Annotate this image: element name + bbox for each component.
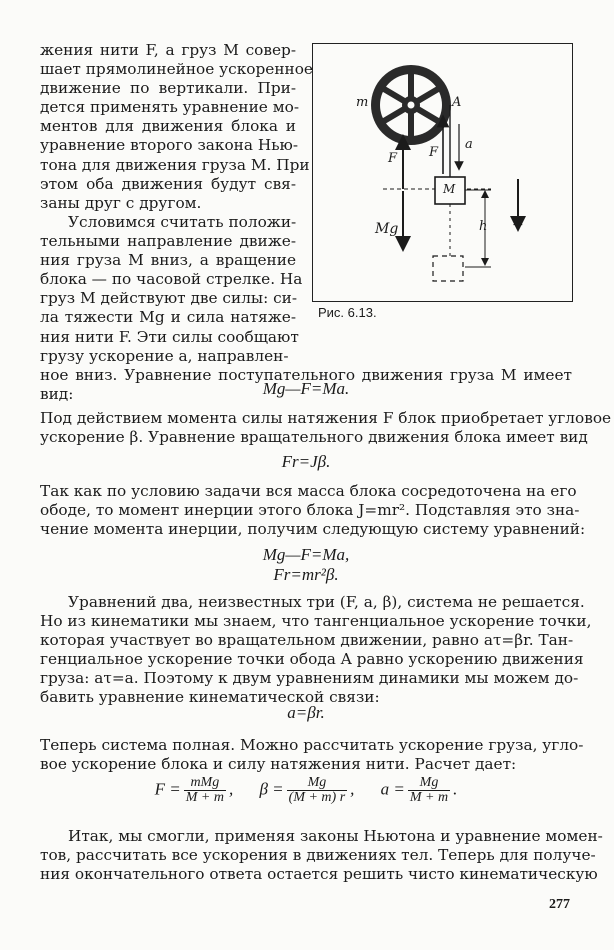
text-line: тона для движения груза M. При [40,155,310,174]
label-m: m [356,95,369,110]
label-A: A [452,95,462,110]
text-line: грузу ускорение a, направлен- [40,346,289,365]
text-line: ния нити F. Эти силы сообщают [40,327,299,346]
formula-acceleration [381,776,458,805]
paragraph-4 [40,482,586,539]
text-line: уравнение второго закона Нью- [40,136,299,155]
text-line: груз M действуют две силы: си- [40,289,298,308]
text-line: Теперь система полная. Можно рассчитать ускорение груза, угло- [40,736,584,754]
equation-system [40,545,572,585]
text-line: заны друг с другом. [40,193,202,212]
label-a: a [465,137,473,152]
formula-tension-sep: , [228,779,234,799]
text-line: ное вниз. Уравнение поступательного движения груза M имеет [40,366,572,384]
fraction-acceleration-denominator: M + m [409,790,449,805]
fraction-acceleration-numerator: Mg [408,776,450,791]
page-number: 277 [549,897,570,912]
text-line: Условимся считать положи- [68,213,297,231]
text-line: Уравнений два, неизвестных три (F, a, β), система не решается. [68,593,585,611]
fraction-angular-denominator: (M + m) r [288,790,346,805]
text-line: ускорение β. Уравнение вращательного движения блока имеет вид [40,428,588,447]
text-line: ния окончательного ответа остается решить чисто кинематическую [40,865,598,884]
formula-tension-lhs: F = [154,779,181,799]
formula-angular-sep: , [350,779,355,799]
label-F-tension: F [388,151,398,166]
text-line: движение по вертикали. При- [40,79,296,98]
fraction-acceleration [408,776,450,805]
paragraph-5 [40,593,592,708]
text-line: этом оба движения будут свя- [40,174,296,193]
text-line: Так как по условию задачи вся масса блока сосредоточена на его [40,482,577,500]
text-line: тов, рассчитать все ускорения в движениях тел. Теперь для получе- [40,846,596,865]
text-line: дется применять уравнение мо- [40,98,300,117]
fraction-angular-numerator: Mg [287,776,348,791]
load-block-final-position [433,256,463,281]
text-line: чение момента инерции, получим следующую систему уравнений: [40,520,586,539]
equation-kinematic: a=βr. [287,703,325,722]
figure-6-13 [312,43,573,302]
label-Mg: Mg [375,221,399,237]
text-line: ния груза M вниз, а вращение [40,251,296,270]
equation-system-line-1: Mg—F=Ma, [262,545,350,564]
formula-tension [155,776,234,805]
equation-translational: Mg—F=Ma. [262,379,350,398]
label-h: h [479,219,488,234]
fraction-tension-denominator: M + m [185,790,224,805]
text-line: жения нити F, а груз M совер- [40,41,296,59]
formula-angular-lhs: β = [259,779,284,799]
text-line: тельными направление движе- [40,232,296,251]
paragraph-6 [40,736,584,774]
text-line: ментов для движения блока и [40,117,296,136]
pulley-diagram [313,44,572,301]
label-M: M [443,182,456,196]
text-line: Но из кинематики мы знаем, что тангенциальное ускорение точки, [40,612,592,631]
result-formulas [40,776,572,805]
text-line: бавить уравнение кинематической связи: [40,688,380,707]
formula-angular [259,776,354,805]
text-line: вид: [40,385,74,404]
text-line: Под действием момента силы натяжения F блок приобретает угловое [40,409,612,427]
pulley-wheel [371,65,451,145]
text-line: блока — по часовой стрелке. На [40,270,303,289]
text-line: ла тяжести Mg и сила натяже- [40,308,296,327]
text-line: ободе, то момент инерции этого блока J=mr². Подставляя это зна- [40,501,580,520]
fraction-angular [287,776,348,805]
text-line: Итак, мы смогли, применяя законы Ньютона и уравнение момен- [68,827,603,845]
figure-caption: Рис. 6.13. [318,305,377,320]
paragraph-2 [40,213,303,366]
formula-acceleration-sep: . [453,779,458,799]
text-line: генциальное ускорение точки обода A равно ускорению движения [40,650,584,669]
paragraph-3 [40,409,612,447]
equation-rotational: Fr=Jβ. [281,452,331,471]
fraction-tension-numerator: mMg [184,776,226,791]
equation-system-line-2: Fr=mr²β. [273,565,339,584]
label-F-string: F [429,145,439,160]
paragraph-7 [40,827,603,884]
formula-acceleration-lhs: a = [380,779,405,799]
text-line: которая участвует во вращательном движении, равно aτ=βr. Тан- [40,631,574,650]
text-line: шает прямолинейное ускоренное [40,60,313,79]
text-line: груза: aτ=a. Поэтому к двум уравнениям динамики мы можем до- [40,669,579,688]
text-line: вое ускорение блока и силу натяжения нити. Расчет дает: [40,755,517,774]
label-plus: + [512,217,524,233]
fraction-tension [184,776,226,805]
paragraph-1 [40,41,313,213]
